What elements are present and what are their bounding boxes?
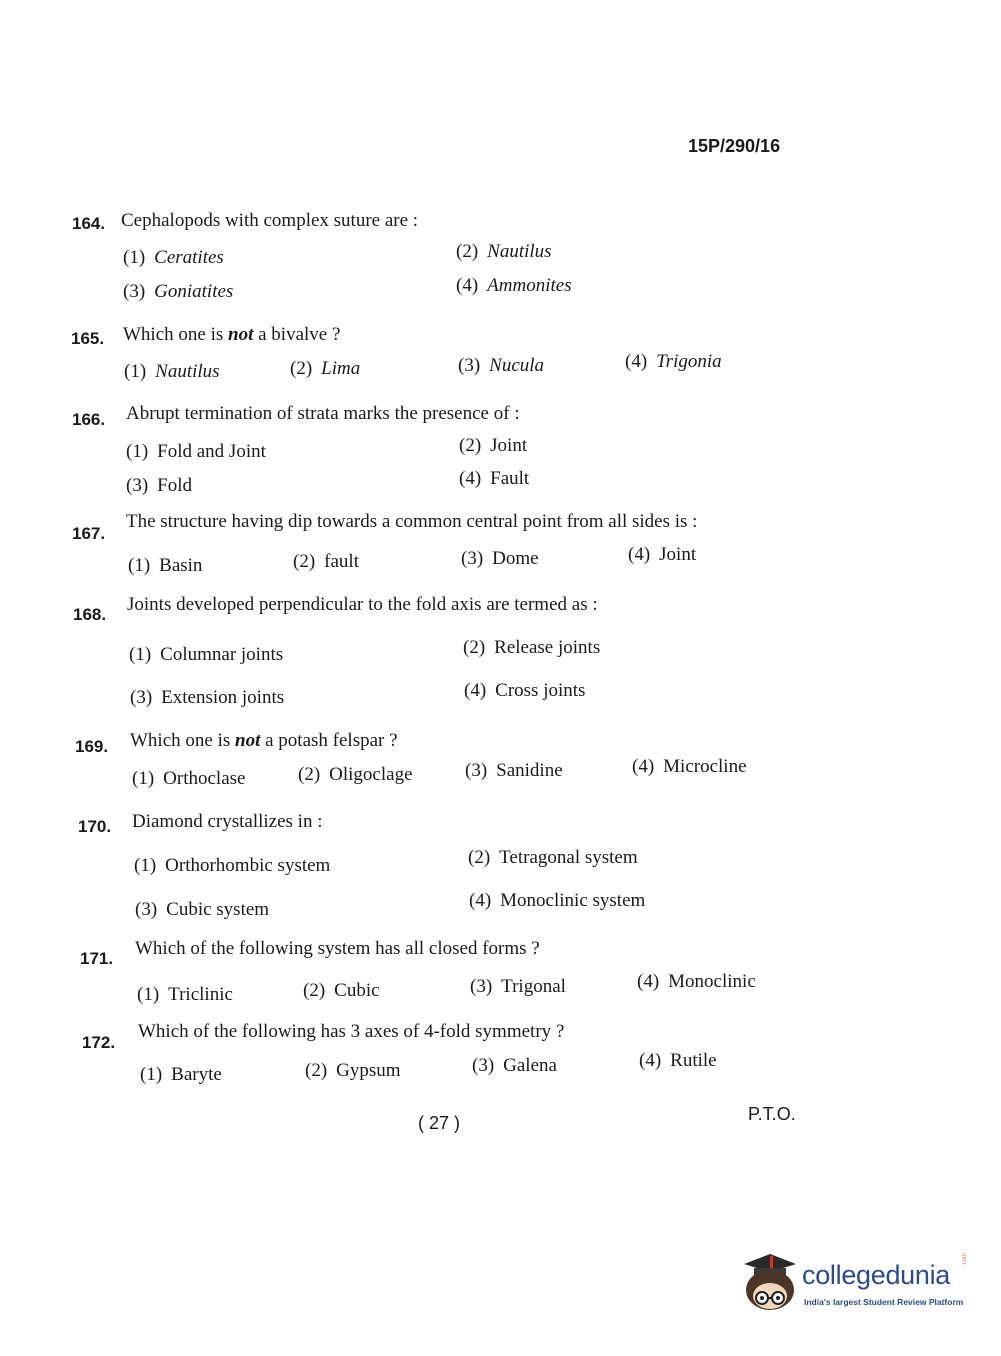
option-number: (2) — [459, 435, 482, 456]
option — [134, 855, 330, 877]
option-text: Basin — [159, 555, 203, 576]
option-text: Trigonia — [656, 351, 722, 372]
option-text: Cross joints — [495, 680, 586, 701]
question-number: 172. — [82, 1033, 116, 1052]
option-number: (3) — [470, 976, 493, 997]
option — [126, 441, 266, 463]
option — [465, 760, 563, 782]
option — [129, 644, 283, 666]
option-number: (3) — [135, 899, 158, 920]
option — [140, 1064, 222, 1086]
option-number: (1) — [123, 247, 146, 268]
option-text: Goniatites — [154, 281, 234, 302]
option-number: (2) — [468, 847, 491, 868]
option-number: (1) — [126, 441, 149, 462]
option — [130, 687, 284, 709]
option-text: Joint — [659, 544, 697, 565]
option-number: (2) — [293, 551, 316, 572]
option-number: (2) — [290, 358, 313, 379]
option — [303, 980, 380, 1002]
option-text: Tetragonal system — [499, 847, 638, 868]
option-text: Fault — [490, 468, 530, 489]
option-text: Joint — [490, 435, 528, 456]
option-number: (4) — [464, 680, 487, 701]
option-text: Nautilus — [155, 361, 220, 382]
question-text: Diamond crystallizes in : — [132, 811, 323, 832]
option-number: (3) — [123, 281, 146, 302]
option — [126, 475, 192, 497]
option-text: Fold and Joint — [157, 441, 266, 462]
option — [293, 551, 359, 573]
question-text: Joints developed perpendicular to the fold axis are termed as : — [127, 594, 598, 615]
paper-code: 15P/290/16 — [688, 136, 781, 156]
option — [637, 971, 756, 993]
option-text: Ceratites — [154, 247, 224, 268]
option-number: (3) — [472, 1055, 495, 1076]
brand-suffix: .com — [962, 1252, 968, 1266]
question-number: 168. — [73, 605, 107, 624]
option-text: Orthoclase — [163, 768, 246, 789]
option — [464, 680, 585, 702]
question-number: 167. — [72, 524, 106, 543]
option — [124, 361, 220, 383]
option-text: Ammonites — [487, 275, 572, 296]
option-text: Release joints — [494, 637, 601, 658]
question-text: Which of the following system has all closed forms ? — [135, 938, 540, 959]
option — [458, 355, 544, 377]
emphasis-word: not — [228, 324, 254, 345]
question-text: The structure having dip towards a common central point from all sides is : — [126, 511, 698, 532]
option — [625, 351, 722, 373]
option — [472, 1055, 557, 1077]
question-text-start: Which one is — [130, 730, 236, 751]
option-number: (1) — [128, 555, 151, 576]
option-number: (4) — [456, 275, 479, 296]
question-text — [123, 324, 340, 346]
option — [470, 976, 566, 998]
option-text: Triclinic — [168, 984, 233, 1005]
option-text: Monoclinic — [668, 971, 756, 992]
question-number: 169. — [75, 737, 109, 756]
question-number: 170. — [78, 817, 112, 836]
option-number: (4) — [628, 544, 651, 565]
question-number: 171. — [80, 949, 114, 968]
option-number: (3) — [461, 548, 484, 569]
option-number: (3) — [458, 355, 481, 376]
option — [639, 1050, 717, 1072]
option — [461, 548, 539, 570]
emphasis-word: not — [235, 730, 261, 751]
option — [628, 544, 696, 566]
option-number: (1) — [134, 855, 157, 876]
option-number: (3) — [126, 475, 149, 496]
option-text: Nucula — [489, 355, 545, 376]
pto-label: P.T.O. — [748, 1104, 796, 1124]
option-number: (2) — [303, 980, 326, 1001]
question-text: Cephalopods with complex suture are : — [121, 210, 419, 231]
option — [468, 847, 638, 869]
brand-name: collegedunia — [802, 1260, 951, 1290]
option-number: (3) — [130, 687, 153, 708]
option-text: Trigonal — [501, 976, 566, 997]
option — [123, 281, 233, 303]
option — [632, 756, 747, 778]
option-text: Nautilus — [487, 241, 552, 262]
option-number: (4) — [459, 468, 482, 489]
option-text: Sanidine — [496, 760, 563, 781]
option-text: Columnar joints — [160, 644, 284, 665]
option — [459, 468, 529, 490]
option-text: Baryte — [171, 1064, 222, 1085]
option-text: Fold — [157, 475, 193, 496]
option-text: Galena — [503, 1055, 557, 1076]
option — [456, 275, 572, 297]
mascot-icon — [740, 1250, 800, 1314]
question-number: 165. — [71, 329, 105, 348]
option — [135, 899, 269, 921]
option-number: (2) — [463, 637, 486, 658]
option-text: Gypsum — [336, 1060, 401, 1081]
option-number: (4) — [625, 351, 648, 372]
option — [456, 241, 552, 263]
question-text-end: a bivalve ? — [253, 324, 341, 345]
option — [123, 247, 224, 269]
brand-tagline: India's largest Student Review Platform — [804, 1297, 964, 1307]
option-text: Rutile — [670, 1050, 717, 1071]
question-number: 166. — [72, 410, 106, 429]
collegedunia-watermark — [740, 1250, 980, 1320]
option-number: (2) — [305, 1060, 328, 1081]
option-number: (2) — [456, 241, 479, 262]
option-text: Cubic system — [166, 899, 270, 920]
option-number: (4) — [637, 971, 660, 992]
option — [128, 555, 202, 577]
option-text: Cubic — [334, 980, 380, 1001]
option-text: Dome — [492, 548, 539, 569]
option — [132, 768, 245, 790]
option — [298, 764, 413, 786]
question-text — [130, 730, 398, 752]
option-text: Extension joints — [161, 687, 285, 708]
option-number: (4) — [632, 756, 655, 777]
option-number: (1) — [140, 1064, 163, 1085]
option-number: (3) — [465, 760, 488, 781]
option-number: (4) — [639, 1050, 662, 1071]
option — [290, 358, 360, 380]
page-number: ( 27 ) — [418, 1113, 461, 1133]
question-number: 164. — [72, 214, 106, 233]
question-text: Which of the following has 3 axes of 4-fold symmetry ? — [138, 1021, 565, 1042]
option — [469, 890, 645, 912]
option — [463, 637, 600, 659]
option-number: (1) — [132, 768, 155, 789]
option-text: Microcline — [663, 756, 747, 777]
option-text: fault — [324, 551, 359, 572]
option — [459, 435, 527, 457]
option — [305, 1060, 401, 1082]
option-text: Orthorhombic system — [165, 855, 331, 876]
option-number: (2) — [298, 764, 321, 785]
question-text: Abrupt termination of strata marks the presence of : — [126, 403, 520, 424]
question-text-start: Which one is — [123, 324, 229, 345]
option-number: (4) — [469, 890, 492, 911]
option-number: (1) — [124, 361, 147, 382]
option-text: Lima — [321, 358, 361, 379]
option-number: (1) — [129, 644, 152, 665]
option-text: Oligoclage — [329, 764, 413, 785]
option-number: (1) — [137, 984, 160, 1005]
option-text: Monoclinic system — [500, 890, 646, 911]
option — [137, 984, 233, 1006]
question-text-end: a potash felspar ? — [260, 730, 398, 751]
